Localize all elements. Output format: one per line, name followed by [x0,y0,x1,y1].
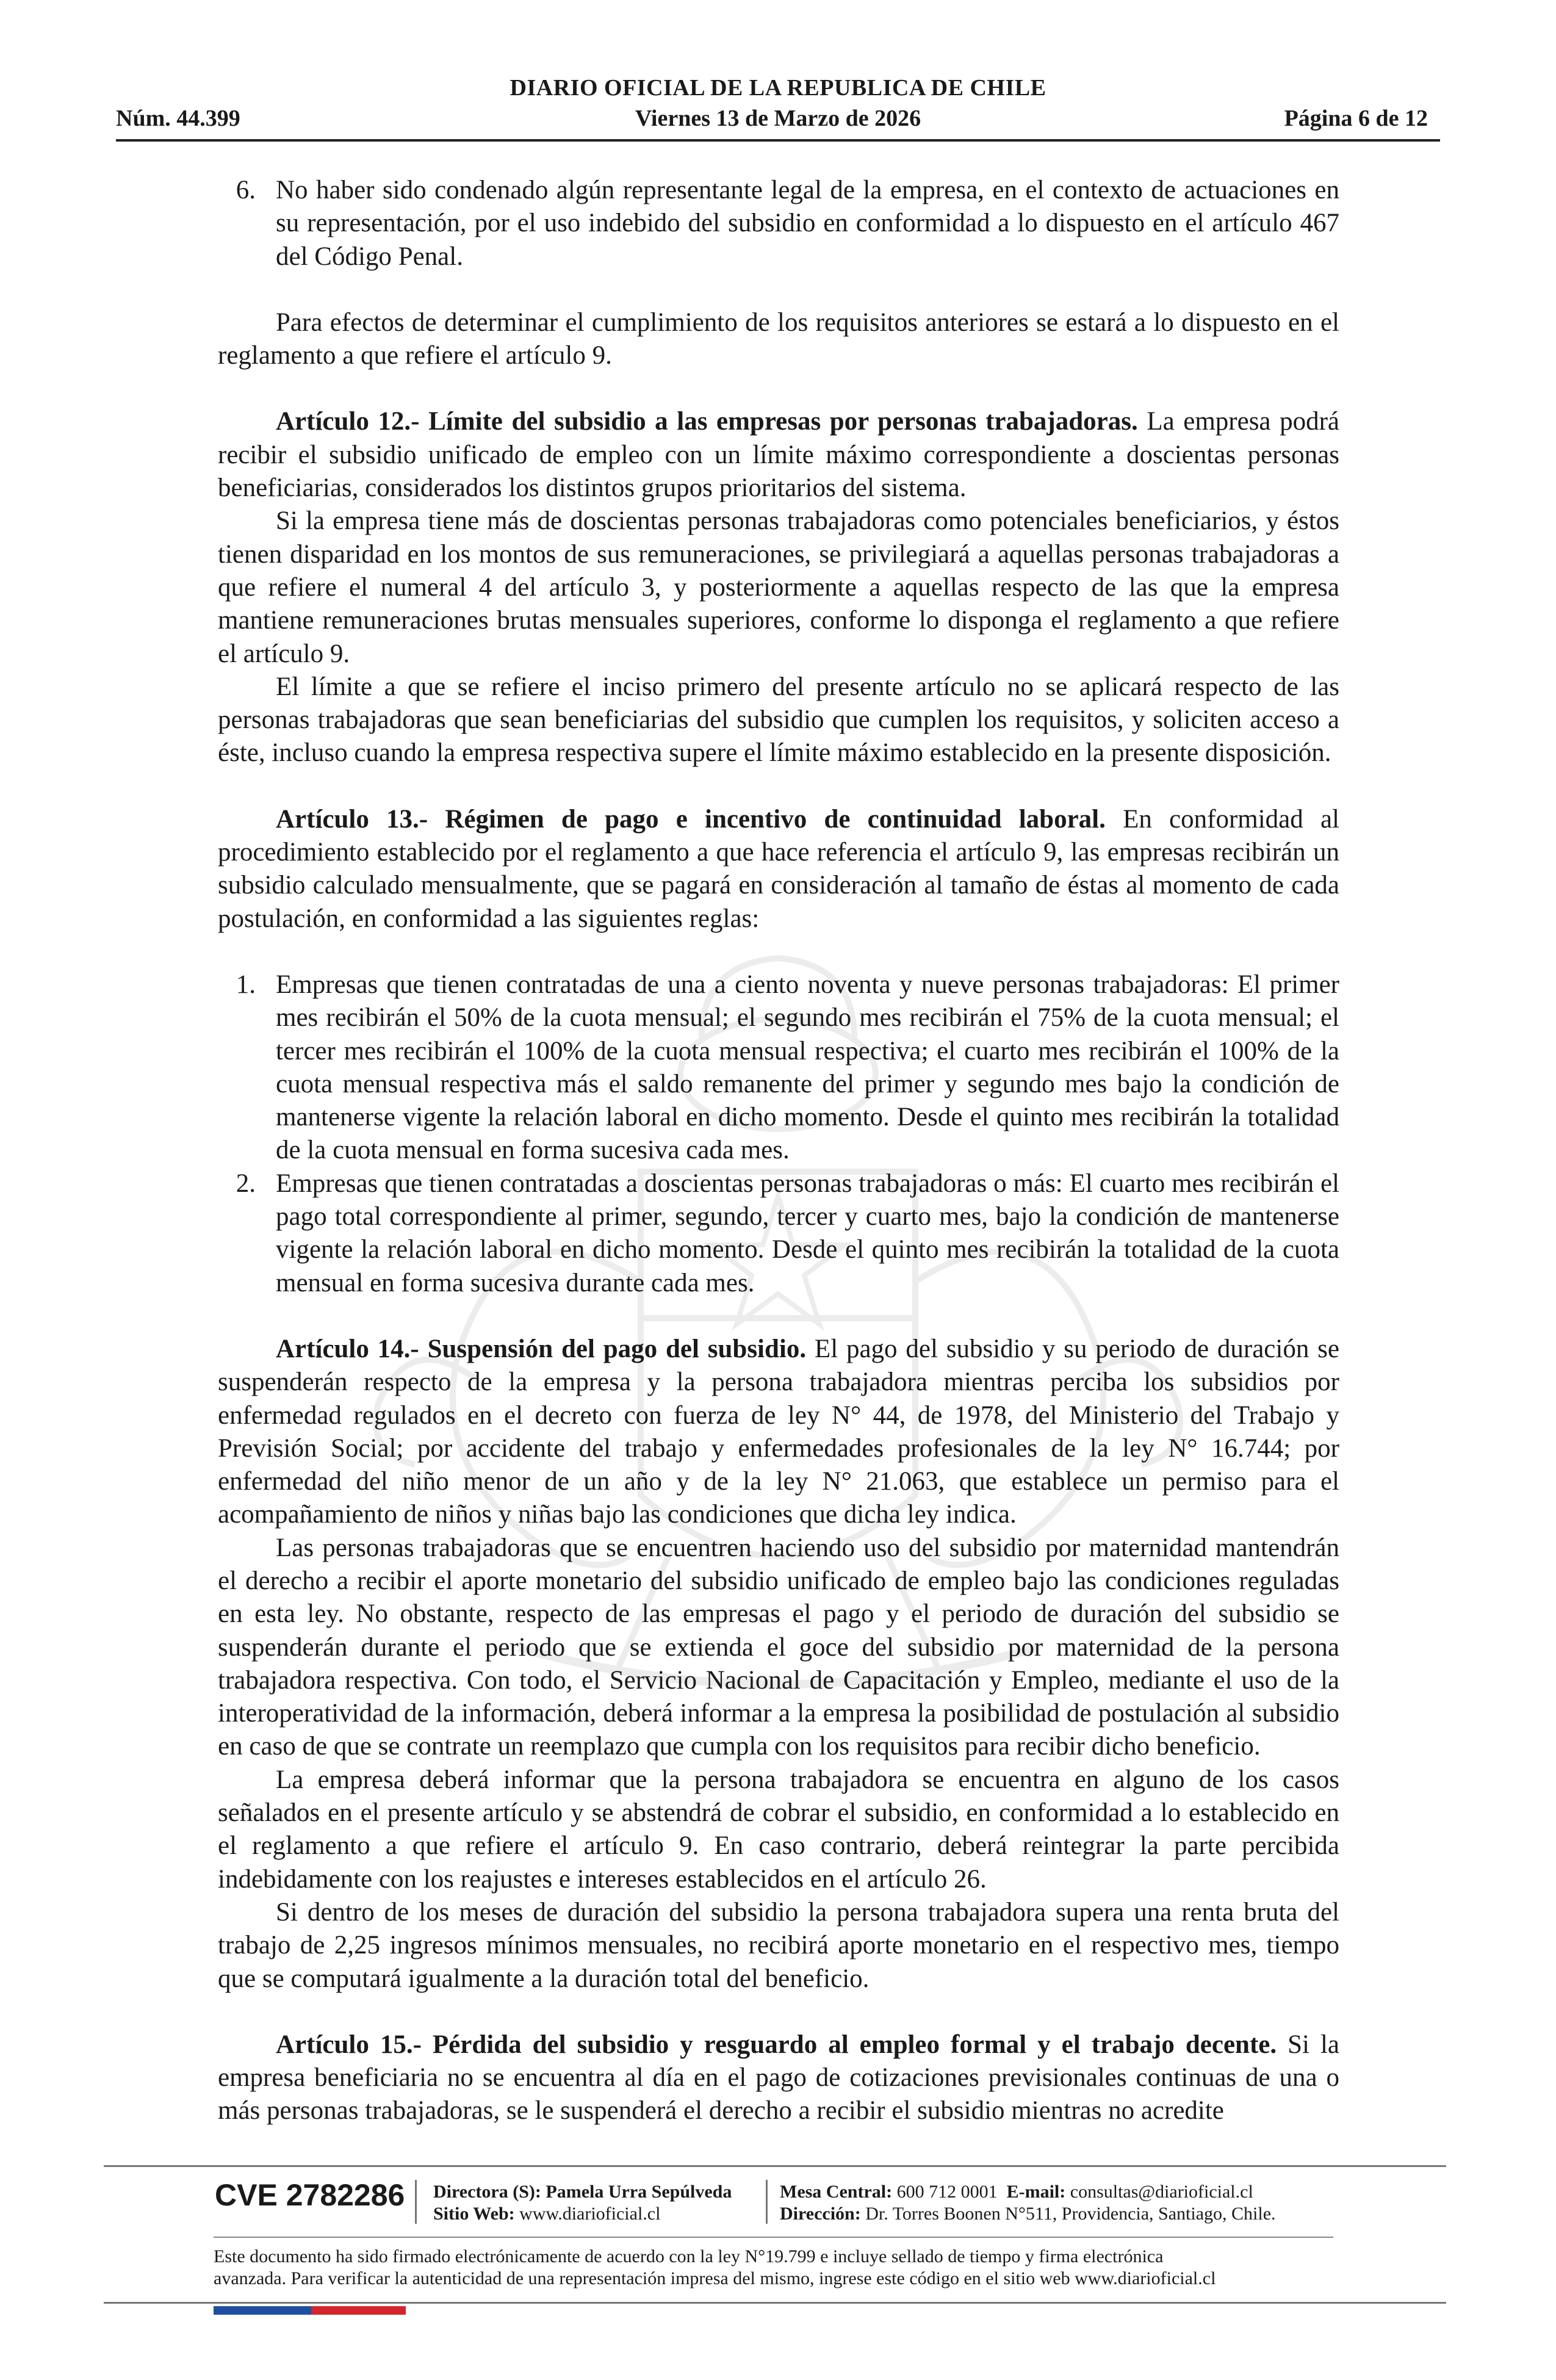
paragraph-text: Si la empresa beneficiaria no se encuentra al día en el pago de cotizaciones previsionales continuas de una o más personas trabajadoras, se le suspenderá el derecho a recibir el subsidio mientras no acredite [218,2030,1340,2126]
article-12 [218,405,1339,505]
paragraph: Para efectos de determinar el cumplimiento de los requisitos anteriores se estará a lo dispuesto en el reglamento a que refiere el artículo 9. [218,308,1339,370]
document-body [218,174,1339,2128]
article-15 [218,2028,1339,2128]
flag-stripe-blue [214,2306,311,2315]
list-number: 1. [236,970,256,999]
footer-director-block [433,2181,763,2225]
website-link[interactable]: www.diarioficial.cl [519,2204,661,2224]
list-item-text: Empresas que tienen contratadas a doscientas personas trabajadoras o más: El cuarto mes recibirán el pago total correspondiente al primer, segundo, tercer y cuarto mes, bajo la condición de mantenerse vigente la relación laboral en dicho momento. Desde el quinto mes recibirán la totalidad de la cuota mensual en forma sucesiva durante cada mes. [276,1169,1339,1297]
footer-divider [104,2302,1446,2304]
paragraph: Si la empresa tiene más de doscientas personas trabajadoras como potenciales beneficiarios, y éstos tienen disparidad en los montos de sus remuneraciones, se privilegiará a aquellas personas trabajadoras a que refiere el numeral 4 del artículo 3, y posteriormente a aquellas respecto de las que la empresa mantiene remuneraciones brutas mensuales superiores, conforme lo disponga el reglamento a que refiere el artículo 9. [218,507,1339,668]
footer-separator [415,2180,417,2224]
address-value: Dr. Torres Boonen N°511, Providencia, Santiago, Chile. [865,2204,1276,2224]
article-14 [218,1333,1339,1532]
signature-note-line: avanzada. Para verificar la autenticidad de una representación impresa del mismo, ingrese este código en el sitio web www.diarioficial.cl [214,2268,1216,2288]
newspaper-title: DIARIO OFICIAL DE LA REPUBLICA DE CHILE [510,75,1046,101]
phone-number: 600 712 0001 [896,2182,998,2202]
director-name: Pamela Urra Sepúlveda [546,2182,732,2202]
footer-separator [766,2180,768,2224]
header-divider [116,139,1440,142]
paragraph-text: En conformidad al procedimiento establecido por el reglamento a que hace referencia el artículo 9, las empresas recibirán un subsidio calculado mensualmente, que se pagará en consideración al tamaño de éstas al momento de cada postulación, en conformidad a las siguientes reglas: [218,804,1339,933]
email-label: E-mail: [1006,2182,1066,2202]
paragraph: Las personas trabajadoras que se encuentren haciendo uso del subsidio por maternidad mantendrán el derecho a recibir el aporte monetario del subsidio unificado de empleo bajo las condiciones reguladas en esta ley. No obstante, respecto de las empresas el pago y el periodo de duración del subsidio se suspenderán durante el periodo que se extienda el goce del subsidio por maternidad de la persona trabajadora respectiva. Con todo, el Servicio Nacional de Capacitación y Empleo, mediante el uso de la interoperatividad de la información, deberá informar a la empresa la posibilidad de postulación al subsidio en caso de que se contrate un reemplazo que cumpla con los requisitos para recibir dicho beneficio. [218,1533,1339,1761]
list-number: 2. [236,1169,256,1198]
email-link[interactable]: consultas@diarioficial.cl [1070,2182,1253,2202]
rule-item-2 [218,1167,1339,1300]
page-number: Página 6 de 12 [1284,106,1428,131]
article-heading: Artículo 14.- Suspensión del pago del subsidio. [276,1334,807,1363]
article-heading: Artículo 12.- Límite del subsidio a las empresas por personas trabajadoras. [276,407,1138,436]
article-heading: Artículo 13.- Régimen de pago e incentivo de continuidad laboral. [276,804,1106,834]
list-number: 6. [236,176,256,204]
requirement-item-6 [218,174,1339,273]
paragraph-text: La empresa podrá recibir el subsidio unificado de empleo con un límite máximo correspondiente a doscientas personas beneficiarias, considerados los distintos grupos prioritarios del sistema. [218,407,1340,503]
cve-code: CVE 2782286 [215,2178,405,2212]
address-label: Dirección: [780,2204,861,2224]
footer-divider [214,2237,1333,2238]
list-item-text: Empresas que tienen contratadas de una a ciento noventa y nueve personas trabajadoras: El primer mes recibirán el 50% de la cuota mensual; el segundo mes recibirán el 75% de la cuota mensual; el tercer mes recibirán el 100% de la cuota mensual respectiva; el cuarto mes recibirán el 100% de la cuota mensual respectiva más el saldo remanente del primer y segundo mes bajo la condición de mantenerse vigente la relación laboral en dicho momento. Desde el quinto mes recibirán la totalidad de la cuota mensual en forma sucesiva cada mes. [276,970,1339,1165]
issue-date: Viernes 13 de Marzo de 2026 [635,106,921,131]
signature-note [214,2246,1342,2290]
issue-number: Núm. 44.399 [116,106,240,131]
paragraph: El límite a que se refiere el inciso primero del presente artículo no se aplicará respecto de las personas trabajadoras que sean beneficiarias del subsidio que cumplen los requisitos, y soliciten acceso a éste, incluso cuando la empresa respectiva supere el límite máximo establecido en la presente disposición. [218,672,1339,768]
list-item-text: No haber sido condenado algún representante legal de la empresa, en el contexto de actuaciones en su representación, por el uso indebido del subsidio en conformidad a lo dispuesto en el artículo 467 del Código Penal. [276,176,1339,271]
article-heading: Artículo 15.- Pérdida del subsidio y resguardo al empleo formal y el trabajo decente. [276,2030,1277,2059]
signature-note-line: Este documento ha sido firmado electrónicamente de acuerdo con la ley N°19.799 e incluye sellado de tiempo y firma electrónica [214,2246,1164,2266]
footer-contact-block [780,2181,1341,2225]
web-label: Sitio Web: [433,2204,515,2224]
paragraph: La empresa deberá informar que la persona trabajadora se encuentra en alguno de los casos señalados en el presente artículo y se abstendrá de cobrar el subsidio, en conformidad a lo establecido en el reglamento a que refiere el artículo 9. En caso contrario, deberá reintegrar la parte percibida indebidamente con los reajustes e intereses establecidos en el artículo 26. [218,1765,1339,1894]
paragraph: Si dentro de los meses de duración del subsidio la persona trabajadora supera una renta bruta del trabajo de 2,25 ingresos mínimos mensuales, no recibirá aporte monetario en el respectivo mes, tiempo que se computará igualmente a la duración total del beneficio. [218,1897,1339,1993]
rule-item-1 [218,968,1339,1167]
flag-stripe-red [311,2306,406,2315]
phone-label: Mesa Central: [780,2182,893,2202]
article-13 [218,803,1339,936]
footer-divider [104,2165,1446,2167]
paragraph-text: El pago del subsidio y su periodo de duración se suspenderán respecto de la empresa y la persona trabajadora mientras perciba los subsidios por enfermedad regulados en el decreto con fuerza de ley N° 44, de 1978, del Ministerio del Trabajo y Previsión Social; por accidente del trabajo y enfermedades profesionales de la ley N° 16.744; por enfermedad del niño menor de un año y de la ley N° 21.063, que establece un permiso para el acompañamiento de niños y niñas bajo las condiciones que dicha ley indica. [218,1334,1339,1529]
director-label: Directora (S): [433,2182,541,2202]
